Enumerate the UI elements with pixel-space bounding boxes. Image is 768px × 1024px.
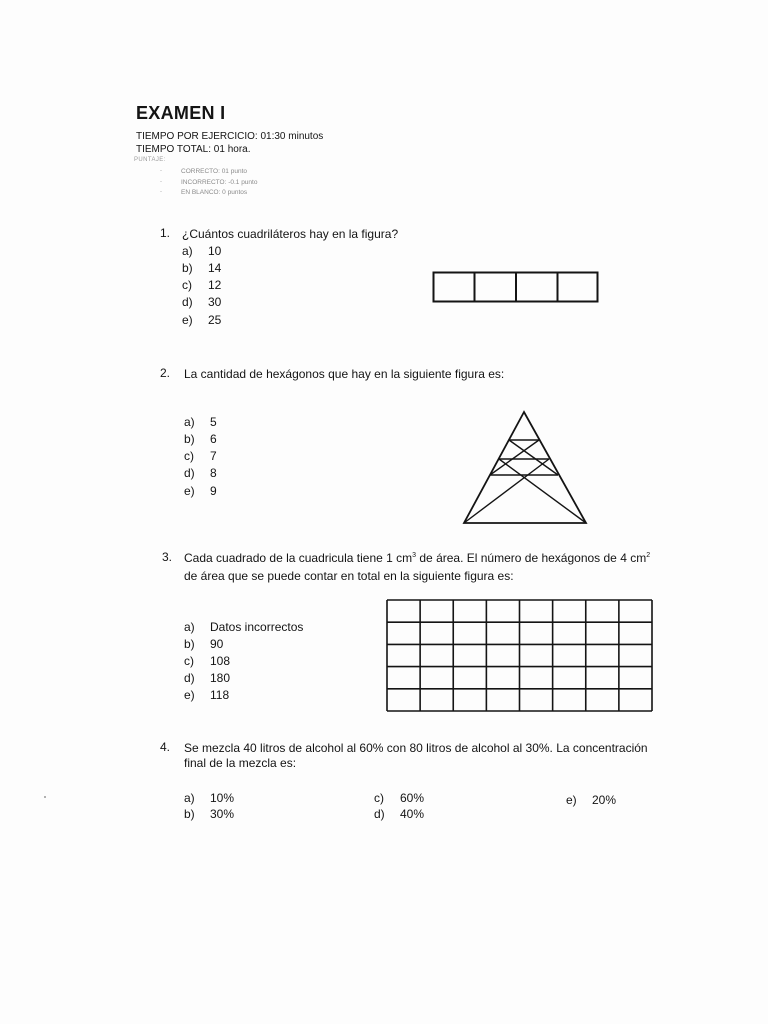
option-text: 8 — [210, 466, 217, 480]
option-letter: d) — [184, 466, 195, 480]
option-letter: a) — [184, 620, 195, 634]
option-text: 9 — [210, 484, 217, 498]
time-per-exercise: TIEMPO POR EJERCICIO: 01:30 minutos — [136, 131, 324, 142]
q1-option-e — [182, 313, 221, 327]
q1-option-b — [182, 261, 221, 275]
option-letter: c) — [184, 449, 194, 463]
option-letter: d) — [374, 807, 385, 821]
q4-option-a — [184, 791, 234, 805]
q1-option-c — [182, 278, 221, 292]
exam-title: EXAMEN I — [136, 103, 226, 123]
option-letter: b) — [184, 432, 195, 446]
option-text: 90 — [210, 637, 224, 651]
question-2-number: 2. — [160, 366, 171, 380]
option-letter: b) — [184, 637, 195, 651]
option-letter: d) — [182, 295, 193, 309]
q4-option-e — [566, 793, 616, 807]
q2-option-d — [184, 466, 217, 480]
q4-option-b — [184, 807, 234, 821]
option-text: 40% — [400, 807, 425, 821]
q3-option-a — [184, 620, 303, 634]
bullet-mark: - — [160, 168, 162, 174]
option-letter: c) — [182, 278, 192, 292]
option-text: 60% — [400, 791, 425, 805]
question-1-text: ¿Cuántos cuadriláteros hay en la figura? — [182, 227, 399, 241]
option-text: 180 — [210, 671, 231, 685]
option-text: 30% — [210, 807, 235, 821]
q2-triangle-figure — [462, 410, 590, 526]
option-letter: e) — [566, 793, 577, 807]
bullet-mark: - — [160, 189, 162, 195]
option-text: 7 — [210, 449, 217, 463]
q3-grid-figure — [386, 599, 654, 713]
score-incorrect: INCORRECTO: -0.1 punto — [181, 179, 258, 186]
option-letter: e) — [182, 313, 193, 327]
option-letter: d) — [184, 671, 195, 685]
q1-rectangle-figure — [432, 271, 600, 304]
option-text: 10% — [210, 791, 235, 805]
option-text: 10 — [208, 244, 222, 258]
option-text: 12 — [208, 278, 222, 292]
option-letter: a) — [184, 791, 195, 805]
question-3-text-part-b: de área. El número de hexágonos de 4 cm — [416, 551, 647, 565]
option-letter: a) — [184, 415, 195, 429]
question-3-text — [184, 551, 650, 565]
q2-option-e — [184, 484, 217, 498]
question-4-number: 4. — [160, 740, 171, 754]
question-1-number: 1. — [160, 226, 171, 240]
option-letter: b) — [182, 261, 193, 275]
q2-option-a — [184, 415, 217, 429]
superscript-three: 3 — [412, 552, 417, 559]
q1-option-a — [182, 244, 221, 258]
option-text: 25 — [208, 313, 222, 327]
option-text: 6 — [210, 432, 217, 446]
q3-option-e — [184, 688, 229, 702]
scan-speck — [44, 796, 46, 798]
question-4-text-line2: final de la mezcla es: — [184, 756, 297, 770]
q3-option-c — [184, 654, 230, 668]
option-letter: a) — [182, 244, 193, 258]
question-3-number: 3. — [162, 550, 173, 564]
option-text: 30 — [208, 295, 222, 309]
option-text: 20% — [592, 793, 617, 807]
question-4-text-line1: Se mezcla 40 litros de alcohol al 60% con 80 litros de alcohol al 30%. La concentración — [184, 741, 648, 755]
bullet-mark: - — [160, 179, 162, 185]
superscript-two: 2 — [646, 552, 651, 559]
q2-option-c — [184, 449, 217, 463]
option-letter: e) — [184, 688, 195, 702]
option-text: 5 — [210, 415, 217, 429]
q4-option-d — [374, 807, 424, 821]
score-blank: EN BLANCO: 0 puntos — [181, 189, 248, 196]
question-2-text: La cantidad de hexágonos que hay en la siguiente figura es: — [184, 367, 505, 381]
q2-option-b — [184, 432, 217, 446]
question-3-text-line2: de área que se puede contar en total en la siguiente figura es: — [184, 569, 514, 583]
q4-option-c — [374, 791, 424, 805]
q3-option-d — [184, 671, 230, 685]
option-text: 118 — [210, 688, 230, 702]
option-letter: b) — [184, 807, 195, 821]
option-text: 108 — [210, 654, 231, 668]
option-text: 14 — [208, 261, 222, 275]
q1-option-d — [182, 295, 221, 309]
option-letter: e) — [184, 484, 195, 498]
question-3-text-part-a: Cada cuadrado de la cuadricula tiene 1 cm — [184, 551, 413, 565]
option-text: Datos incorrectos — [210, 620, 304, 634]
option-letter: c) — [184, 654, 194, 668]
option-letter: c) — [374, 791, 384, 805]
q3-option-b — [184, 637, 223, 651]
total-time: TIEMPO TOTAL: 01 hora. — [136, 144, 251, 155]
score-correct: CORRECTO: 01 punto — [181, 168, 247, 175]
score-label: PUNTAJE: — [134, 157, 166, 163]
